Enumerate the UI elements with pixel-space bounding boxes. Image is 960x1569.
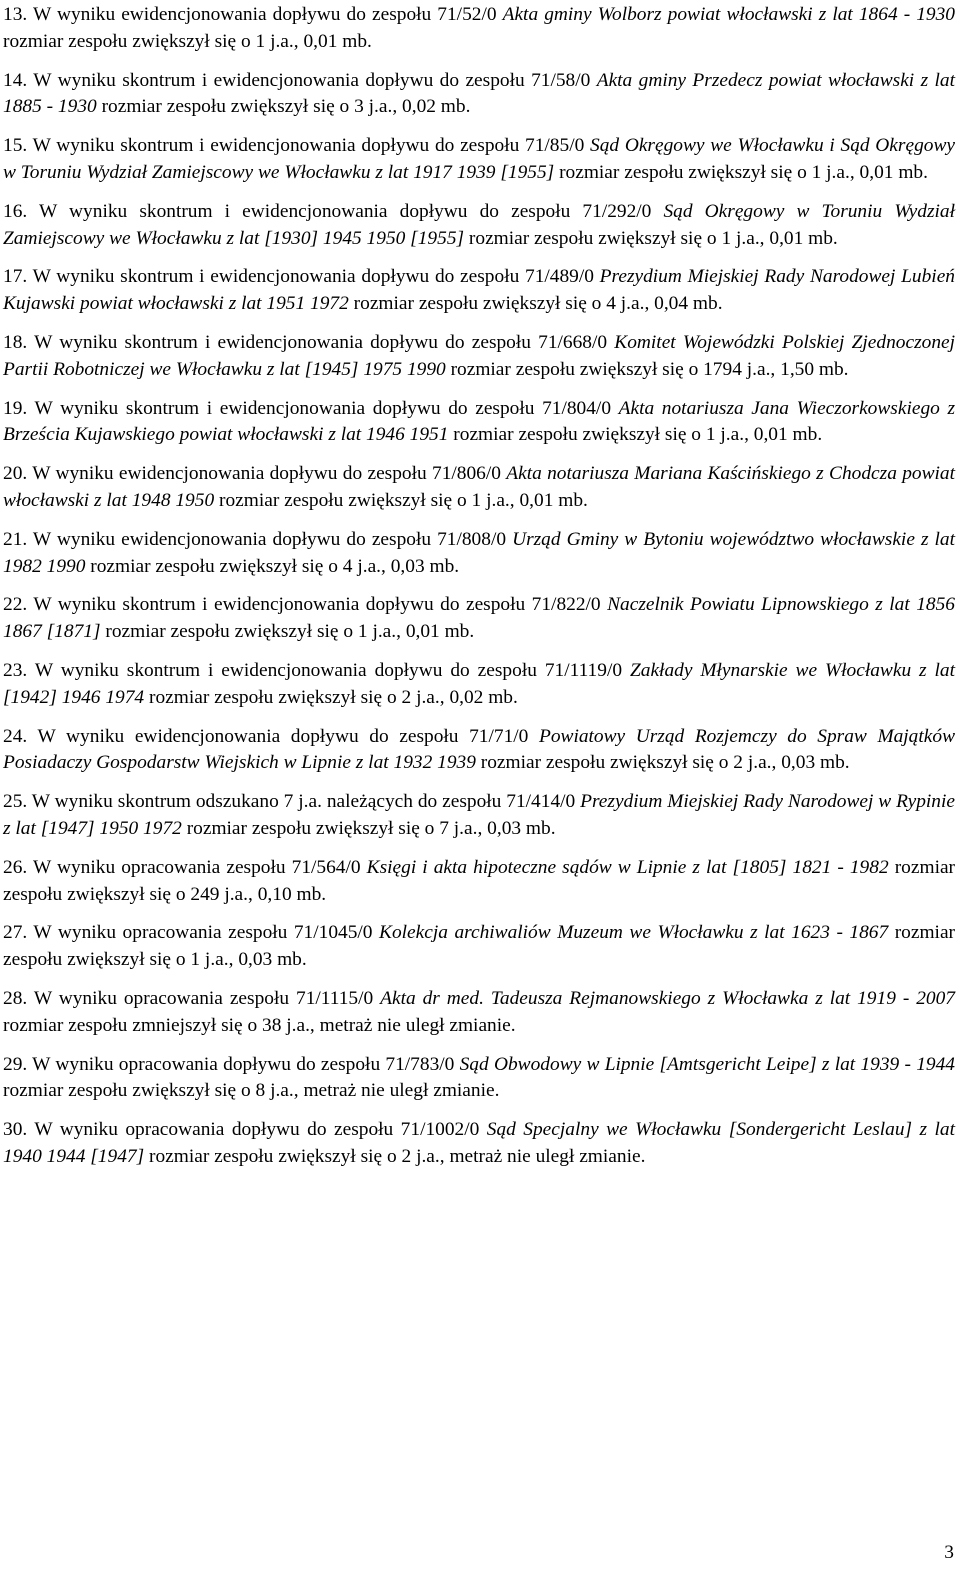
- item-number: 24.: [3, 725, 28, 747]
- item-number: 14.: [3, 69, 28, 91]
- item-text-run: rozmiar zespołu zwiększył się o 1 j.a., 0,01 mb.: [464, 227, 838, 249]
- fonds-title: Zakłady Młynarskie we Włocławku z lat [1942] 1946 1974: [3, 659, 955, 708]
- item-text: [3, 463, 955, 511]
- item-text-run: W wyniku opracowania dopływu do zespołu 71/1002/0: [27, 1119, 487, 1141]
- item-number: 13.: [3, 4, 28, 25]
- item-text-run: W wyniku skontrum i ewidencjonowania dopływu do zespołu 71/668/0: [27, 331, 615, 353]
- item-number: 22.: [3, 594, 28, 616]
- item-text-run: rozmiar zespołu zwiększył się o 3 j.a., 0,02 mb.: [96, 96, 471, 118]
- item-text: [3, 988, 955, 1036]
- item-text-run: W wyniku skontrum i ewidencjonowania dopływu do zespołu 71/1119/0: [27, 659, 630, 681]
- item-text-run: rozmiar zespołu zwiększył się o 1794 j.a., 1,50 mb.: [445, 358, 849, 380]
- item-text: [3, 201, 955, 249]
- item-text-run: W wyniku skontrum i ewidencjonowania dopływu do zespołu 71/489/0: [27, 266, 600, 288]
- item-text-run: rozmiar zespołu zwiększył się o 1 j.a., 0,01 mb.: [3, 30, 372, 52]
- item-text: [3, 1119, 955, 1167]
- item-text: [3, 332, 955, 380]
- item-number: 27.: [3, 922, 28, 944]
- fonds-title: Księgi i akta hipoteczne sądów w Lipnie z lat [1805] 1821 - 1982: [366, 856, 889, 878]
- fonds-title: Komitet Wojewódzki Polskiej Zjednoczonej Partii Robotniczej we Włocławku z lat [1945] 1975 1990: [3, 331, 956, 380]
- item-text-run: rozmiar zespołu zwiększył się o 2 j.a., 0,02 mb.: [144, 686, 518, 708]
- item-text: [3, 266, 955, 314]
- fonds-title: Sąd Okręgowy w Toruniu Wydział Zamiejscowy we Włocławku z lat [1930] 1945 1950 [1955]: [3, 200, 956, 249]
- report-item: [3, 1117, 955, 1171]
- item-number: 26.: [3, 856, 28, 878]
- item-number: 15.: [3, 135, 28, 157]
- fonds-title: Sąd Specjalny we Włocławku [Sondergericht Leslau] z lat 1940 1944 [1947]: [3, 1119, 955, 1167]
- item-text-run: rozmiar zespołu zwiększył się o 1 j.a., 0,01 mb.: [214, 489, 588, 511]
- item-text-run: W wyniku ewidencjonowania dopływu do zespołu 71/52/0: [27, 4, 503, 25]
- report-item: [3, 789, 955, 843]
- item-text: [3, 857, 955, 905]
- fonds-title: Akta gminy Przedecz powiat włocławski z lat 1885 - 1930: [3, 69, 955, 118]
- report-item: [3, 1052, 955, 1106]
- report-item: [3, 330, 955, 384]
- fonds-title: Prezydium Miejskiej Rady Narodowej w Rypinie z lat [1947] 1950 1972: [3, 791, 955, 839]
- report-item: [3, 724, 955, 778]
- item-number: 19.: [3, 397, 28, 419]
- item-text-run: W wyniku skontrum i ewidencjonowania dopływu do zespołu 71/804/0: [27, 397, 619, 419]
- item-number: 17.: [3, 266, 28, 288]
- item-text: [3, 922, 955, 970]
- item-text-run: W wyniku skontrum i ewidencjonowania dopływu do zespołu 71/58/0: [27, 69, 597, 91]
- item-text-run: rozmiar zespołu zmniejszył się o 38 j.a., metraż nie uległ zmianie.: [3, 1014, 516, 1036]
- report-item: [3, 855, 955, 909]
- item-text: [3, 4, 955, 52]
- item-text-run: W wyniku ewidencjonowania dopływu do zespołu 71/806/0: [27, 463, 507, 485]
- fonds-title: Sąd Obwodowy w Lipnie [Amtsgericht Leipe] z lat 1939 - 1944: [459, 1053, 955, 1075]
- report-item: [3, 199, 955, 253]
- report-item: [3, 68, 955, 122]
- item-text: [3, 398, 955, 446]
- item-text-run: rozmiar zespołu zwiększył się o 4 j.a., 0,03 mb.: [85, 555, 460, 577]
- item-text-run: W wyniku skontrum odszukano 7 j.a. należących do zespołu 71/414/0: [27, 791, 581, 813]
- item-number: 30.: [3, 1119, 28, 1141]
- item-text-run: rozmiar zespołu zwiększył się o 1 j.a., 0,01 mb.: [100, 621, 475, 643]
- item-text-run: W wyniku ewidencjonowania dopływu do zespołu 71/71/0: [27, 725, 539, 747]
- fonds-title: Sąd Okręgowy we Włocławku i Sąd Okręgowy w Toruniu Wydział Zamiejscowy we Włocławku z lat 1917 1939 [1955]: [3, 135, 955, 183]
- item-text-run: rozmiar zespołu zwiększył się o 2 j.a., metraż nie uległ zmianie.: [144, 1145, 646, 1167]
- item-text-run: W wyniku opracowania zespołu 71/1045/0: [27, 922, 380, 944]
- report-item: [3, 396, 955, 450]
- item-number: 28.: [3, 987, 28, 1009]
- item-text: [3, 1054, 955, 1102]
- item-text-run: W wyniku skontrum i ewidencjonowania dopływu do zespołu 71/85/0: [27, 135, 591, 157]
- item-number: 21.: [3, 528, 28, 550]
- fonds-title: Naczelnik Powiatu Lipnowskiego z lat 1856 1867 [1871]: [3, 594, 956, 643]
- item-text-run: W wyniku opracowania zespołu 71/1115/0: [27, 987, 381, 1009]
- item-number: 29.: [3, 1053, 28, 1075]
- item-number: 25.: [3, 791, 28, 813]
- item-text-run: rozmiar zespołu zwiększył się o 1 j.a., 0,03 mb.: [3, 922, 956, 971]
- fonds-title: Akta dr med. Tadeusza Rejmanowskiego z Włocławka z lat 1919 - 2007: [380, 987, 955, 1009]
- report-item: [3, 461, 955, 515]
- item-text: [3, 135, 955, 183]
- item-text-run: W wyniku opracowania zespołu 71/564/0: [27, 856, 367, 878]
- item-number: 18.: [3, 331, 28, 353]
- item-text-run: rozmiar zespołu zwiększył się o 1 j.a., 0,01 mb.: [448, 424, 823, 446]
- report-item: [3, 133, 955, 187]
- report-item: [3, 527, 955, 581]
- item-text-run: W wyniku skontrum i ewidencjonowania dopływu do zespołu 71/822/0: [27, 594, 608, 616]
- fonds-title: Kolekcja archiwaliów Muzeum we Włocławku z lat 1623 - 1867: [379, 922, 889, 944]
- item-text-run: rozmiar zespołu zwiększył się o 249 j.a., 0,10 mb.: [3, 856, 956, 905]
- fonds-title: Akta notariusza Jana Wieczorkowskiego z Brześcia Kujawskiego powiat włocławski z lat 1946 1951: [3, 397, 956, 446]
- fonds-title: Akta notariusza Mariana Kaścińskiego z Chodcza powiat włocławski z lat 1948 1950: [3, 463, 955, 511]
- item-number: 16.: [3, 200, 28, 222]
- item-text-run: W wyniku skontrum i ewidencjonowania dopływu do zespołu 71/292/0: [27, 200, 664, 222]
- item-text: [3, 791, 955, 839]
- fonds-title: Urząd Gminy w Bytoniu województwo włocławskie z lat 1982 1990: [3, 528, 955, 577]
- item-text-run: rozmiar zespołu zwiększył się o 8 j.a., metraż nie uległ zmianie.: [3, 1080, 500, 1102]
- report-item: [3, 986, 955, 1040]
- report-item: [3, 658, 955, 712]
- item-text: [3, 660, 955, 708]
- item-text: [3, 529, 955, 577]
- report-item: [3, 2, 955, 56]
- page-number: 3: [944, 1542, 954, 1563]
- fonds-title: Powiatowy Urząd Rozjemczy do Spraw Majątków Posiadaczy Gospodarstw Wiejskich w Lipnie z lat 1932 1939: [3, 725, 955, 774]
- report-item-list: [3, 2, 955, 1183]
- fonds-title: Akta gminy Wolborz powiat włocławski z lat 1864 - 1930: [502, 4, 955, 25]
- item-text-run: W wyniku ewidencjonowania dopływu do zespołu 71/808/0: [27, 528, 513, 550]
- item-text-run: W wyniku opracowania dopływu do zespołu 71/783/0: [27, 1053, 460, 1075]
- item-text-run: rozmiar zespołu zwiększył się o 1 j.a., 0,01 mb.: [554, 161, 928, 183]
- item-text-run: rozmiar zespołu zwiększył się o 4 j.a., 0,04 mb.: [348, 293, 723, 315]
- item-text: [3, 594, 955, 642]
- item-number: 20.: [3, 463, 28, 485]
- fonds-title: Prezydium Miejskiej Rady Narodowej Lubień Kujawski powiat włocławski z lat 1951 1972: [3, 266, 956, 315]
- report-item: [3, 920, 955, 974]
- item-text: [3, 726, 955, 774]
- report-item: [3, 264, 955, 318]
- item-text: [3, 70, 955, 118]
- item-text-run: rozmiar zespołu zwiększył się o 2 j.a., 0,03 mb.: [475, 752, 850, 774]
- report-item: [3, 592, 955, 646]
- item-number: 23.: [3, 659, 28, 681]
- item-text-run: rozmiar zespołu zwiększył się o 7 j.a., 0,03 mb.: [181, 817, 556, 839]
